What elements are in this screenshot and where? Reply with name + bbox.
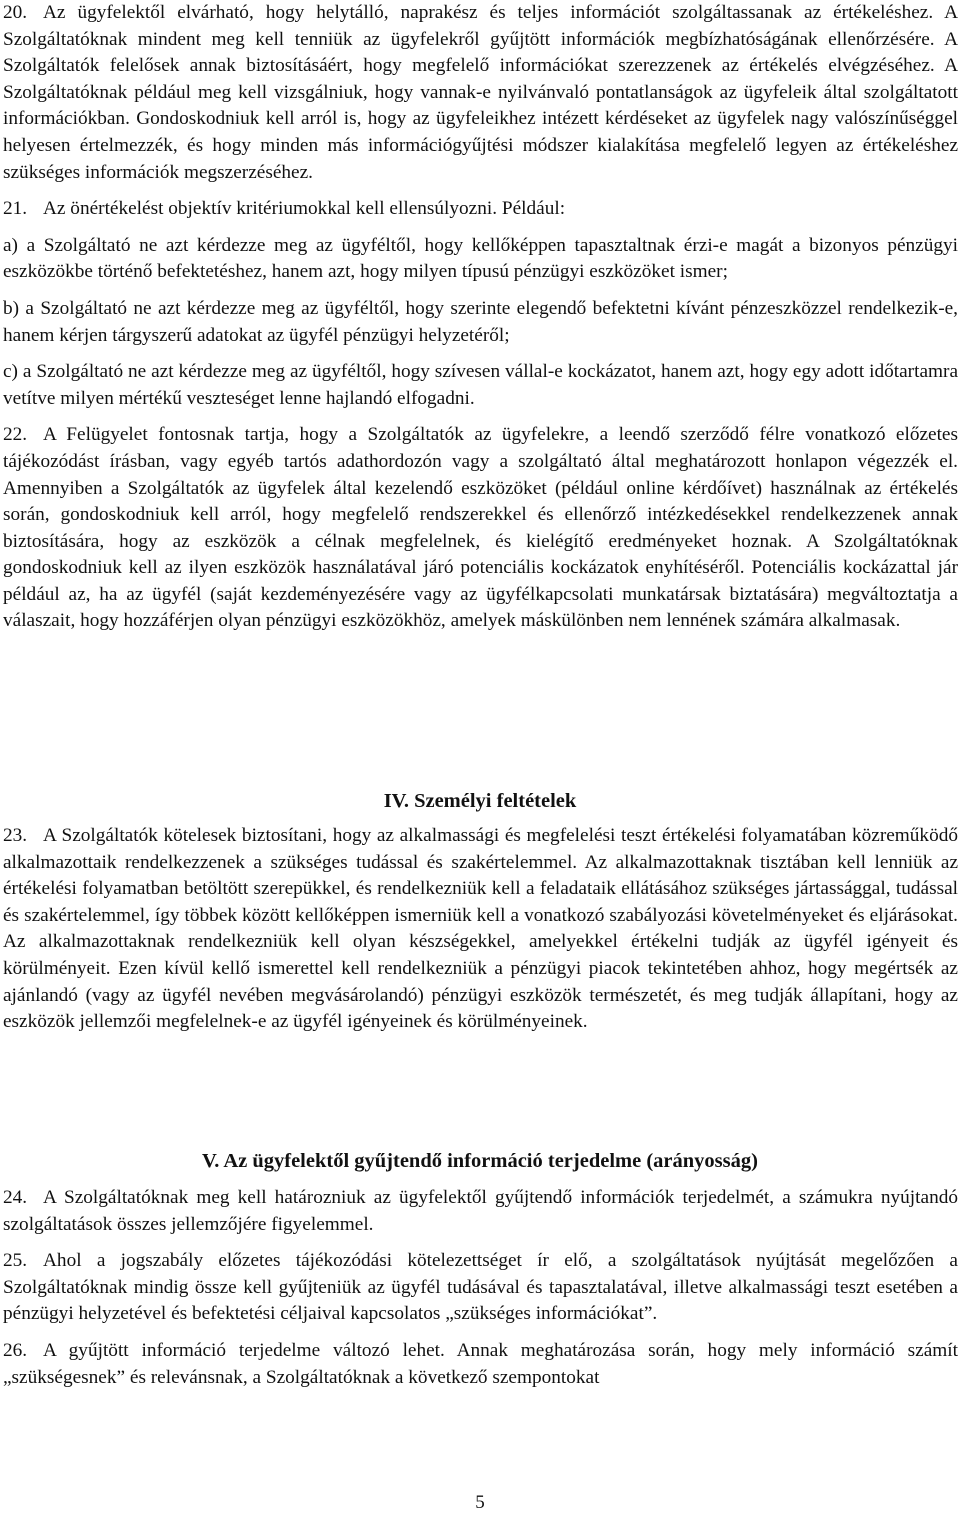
- paragraph-number: 24.: [3, 1187, 28, 1208]
- section-top: [3, 0, 958, 635]
- paragraph-22: [3, 422, 958, 635]
- paragraph-number: 21.: [3, 198, 28, 220]
- paragraph-23: [3, 823, 958, 1036]
- paragraph-number: 22.: [3, 424, 28, 446]
- paragraph-text: a) a Szolgáltató ne azt kérdezze meg az ügyféltől, hogy kellőképpen tapasztaltnak érzi-e magát a bizonyos pénzügyi eszközökbe történő befektetéshez, hanem azt, hogy milyen típusú pénzügyi eszközöket ismer;: [3, 234, 958, 283]
- paragraph-text: A Szolgáltatóknak meg kell határozniuk az ügyfelektől gyűjtendő információk terjedelmét, a számukra nyújtandó szolgáltatások összes jellemzőjére figyelemmel.: [3, 1187, 958, 1235]
- page-number: 5: [475, 1492, 485, 1513]
- paragraph-25: [3, 1248, 958, 1328]
- paragraph-number: 25.: [3, 1250, 28, 1272]
- paragraph-21: [3, 196, 958, 223]
- paragraph-number: 23.: [3, 825, 28, 846]
- section-bottom: [3, 1185, 958, 1391]
- section-heading-v: V. Az ügyfelektől gyűjtendő információ terjedelme (arányosság): [202, 1150, 758, 1172]
- list-item-c: [3, 359, 958, 412]
- section-heading-iv: IV. Személyi feltételek: [383, 790, 577, 812]
- paragraph-text: Az ügyfelektől elvárható, hogy helytálló, naprakész és teljes információt szolgáltassanak az értékeléshez. A Szolgáltatóknak mindent meg kell tenniük az ügyfelekről gyűjtött információk megbízhatóságának ellenőrzésére. A Szolgáltatók felelősek annak biztosításáért, hogy megfelelő információkat szerezzenek az értékelés elvégzéséhez. A Szolgáltatóknak például meg kell vizsgálniuk, hogy vannak-e nyilvánvaló pontatlanságok az ügyfeleik által szolgáltatott információkban. Gondoskodniuk kell arról is, hogy az ügyfeleikhez intézett kérdéseket az ügyfelek nagy valószínűséggel helyesen értelmezzék, és hogy minden más információgyűjtési módszer kialakítása megfelelő legyen az értékeléshez szükséges információk megszerzéséhez.: [3, 2, 958, 183]
- paragraph-text: Az önértékelést objektív kritériumokkal kell ellensúlyozni. Például:: [43, 198, 566, 220]
- paragraph-text: c) a Szolgáltató ne azt kérdezze meg az ügyféltől, hogy szívesen vállal-e kockázatot, hanem azt, hogy egy adott időtartamra vetítve milyen mértékű veszteséget lenne hajlandó elfogadni.: [3, 361, 958, 409]
- paragraph-20: [3, 0, 958, 186]
- paragraph-text: A Felügyelet fontosnak tartja, hogy a Szolgáltatók az ügyfelekre, a leendő szerződő félre vonatkozó előzetes tájékozódást írásban, vagy egyéb tartós adathordozón vagy a szolgáltató által meghatározott honlapon végezzék el. Amennyiben a Szolgáltatók az ügyfelek által kezelendő eszközöket (például online kérdőívet) használnak az értékelés során, gondoskodniuk kell arról, hogy megfelelő rendszerekkel és ellenőrző intézkedésekkel rendelkezzenek annak biztosítására, hogy az eszközök a célnak megfelelnek, és kielégítő eredményeket hoznak. A Szolgáltatóknak gondoskodniuk kell az ilyen eszközök használatával járó potenciális kockázatok enyhítéséről. Potenciális kockázattal jár például az, ha az ügyfél (saját kezdeményezésére vagy az ügyfélkapcsolati munkatársak biztatására) megváltoztatja a válaszait, hogy hozzáférjen olyan pénzügyi eszközökhöz, amelyek máskülönben nem lennének számára alkalmasak.: [3, 424, 958, 632]
- paragraph-text: Ahol a jogszabály előzetes tájékozódási kötelezettséget ír elő, a szolgáltatások nyújtását megelőzően a Szolgáltatóknak mindig össze kell gyűjteniük az ügyfél tudásával és tapasztalatával, illetve alkalmassági teszt esetében a pénzügyi helyzetével és befektetési céljaival kapcsolatos „szükséges információkat”.: [3, 1250, 958, 1325]
- list-item-b: [3, 296, 958, 349]
- paragraph-text: A gyűjtött információ terjedelme változó lehet. Annak meghatározása során, hogy mely információ számít „szükségesnek” és relevánsnak, a Szolgáltatóknak a következő szempontokat: [3, 1339, 958, 1388]
- paragraph-text: A Szolgáltatók kötelesek biztosítani, hogy az alkalmassági és megfelelési teszt értékelési folyamatában közreműködő alkalmazottaik rendelkezzenek a szükséges tudással és szakértelemmel. Az alkalmazottaknak tisztában kell lenniük az értékelési folyamatban betöltött szerepükkel, és rendelkezniük kell a feladataik ellátásához szükséges jártassággal, tudással és szakértelemmel, így többek között kellőképpen ismerniük kell a vonatkozó szabályozási követelményeket és eljárásokat. Az alkalmazottaknak rendelkezniük kell olyan készségekkel, amelyekkel értékelni tudják az ügyfél igényeit és körülményeit. Ezen kívül kellő ismerettel kell rendelkezniük a pénzügyi piacok tekintetében ahhoz, hogy megértsék az ajánlandó (vagy az ügyfél nevében megvásárolandó) pénzügyi eszközök természetét, és meg tudják állapítani, hogy az eszközök jellemzői megfelelnek-e az ügyfél igényeinek és körülményeinek.: [3, 825, 958, 1033]
- section-mid: [3, 823, 958, 1036]
- paragraph-text: b) a Szolgáltató ne azt kérdezze meg az ügyféltől, hogy szerinte elegendő befektetni kívánt pénzeszközzel rendelkezik-e, hanem kérjen tárgyszerű adatokat az ügyfél pénzügyi helyzetéről;: [3, 297, 958, 346]
- paragraph-number: 20.: [3, 2, 28, 23]
- paragraph-24: [3, 1185, 958, 1238]
- paragraph-26: [3, 1338, 958, 1391]
- list-item-a: [3, 233, 958, 286]
- paragraph-number: 26.: [3, 1339, 28, 1361]
